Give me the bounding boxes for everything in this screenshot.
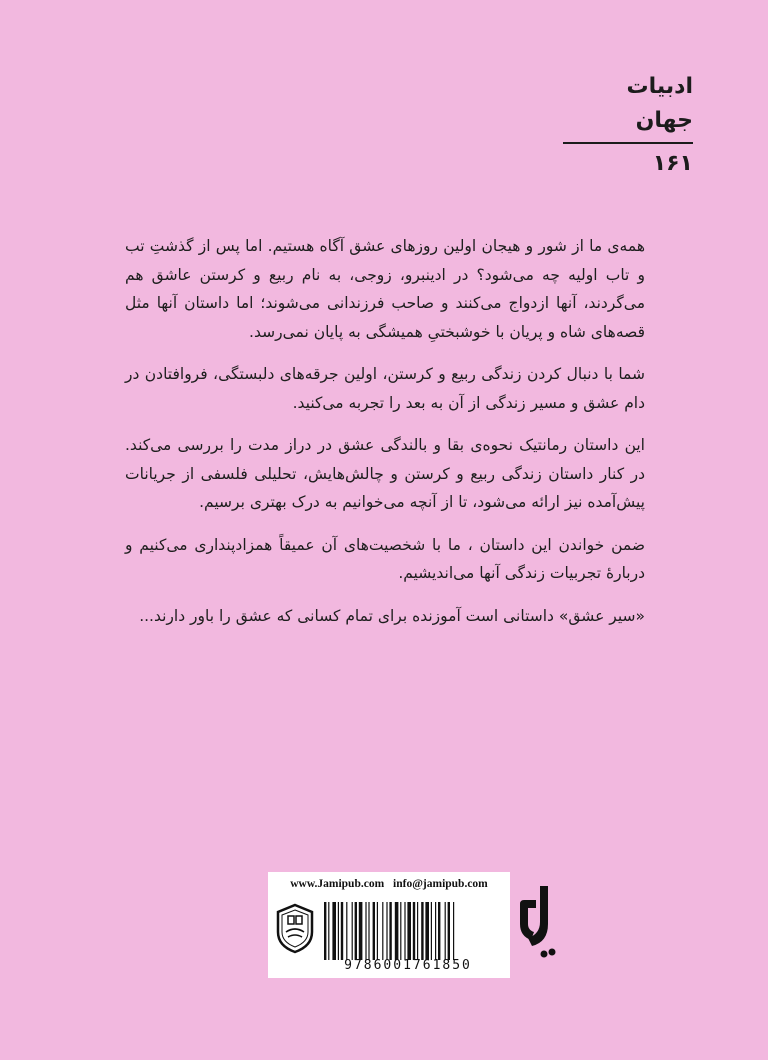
blurb-paragraph: همه‌ی ما از شور و هیجان اولین روزهای عشق آگاه هستیم. اما پس از گذشتِ تب و تاب اولیه چه می‌شود؟ در ادینبرو، زوجی، به نام ربیع و کرستن عاشق هم می‌گردند، آنها ازدواج می‌کنند و صاحب فرزندانی می‌شوند؛ اما داستان آنها مثل قصه‌های شاه و پریان با خوشبختیِ همیشگی به پایان نمی‌رسد.: [125, 237, 645, 341]
contact-line: [268, 878, 510, 890]
series-block: [563, 70, 693, 184]
back-cover-blurb: [125, 232, 645, 644]
publisher-seal-icon: [274, 902, 316, 954]
jami-publisher-logo-icon: [518, 880, 560, 960]
isbn-barcode: [322, 902, 504, 960]
blurb-paragraph: این داستان رمانتیک نحوه‌ی بقا و بالندگی عشق در دراز مدت را بررسی می‌کند. در کنار داستان زندگی ربیع و کرستن و چالش‌هایش، تحلیلی فلسفی از جریانات پیش‌آمده نیز ارائه می‌شود، تا از آنچه می‌خوانیم به درک بهتری برسیم.: [125, 436, 645, 511]
isbn-number: 9786001761850: [344, 958, 472, 973]
email-text: info@jamipub.com: [393, 878, 488, 890]
series-number: ۱۶۱: [652, 151, 693, 176]
blurb-paragraph: ضمن خواندن این داستان ، ما با شخصیت‌های آن عمیقاً همزادپنداری می‌کنیم و دربارۀ تجربیات زندگی آنها می‌اندیشیم.: [125, 535, 645, 582]
blurb-paragraph: شما با دنبال کردن زندگی ربیع و کرستن، اولین جرقه‌های دلبستگی، فروافتادن در دام عشق و مسیر زندگی از آن به بعد را تجربه می‌کنید.: [125, 365, 645, 412]
website-text: www.Jamipub.com: [290, 878, 385, 890]
series-title: ادبیات جهان: [626, 74, 693, 133]
barcode-box: [268, 872, 510, 978]
blurb-paragraph: «سیر عشق» داستانی است آموزنده برای تمام کسانی که عشق را باور دارند...: [139, 606, 645, 625]
